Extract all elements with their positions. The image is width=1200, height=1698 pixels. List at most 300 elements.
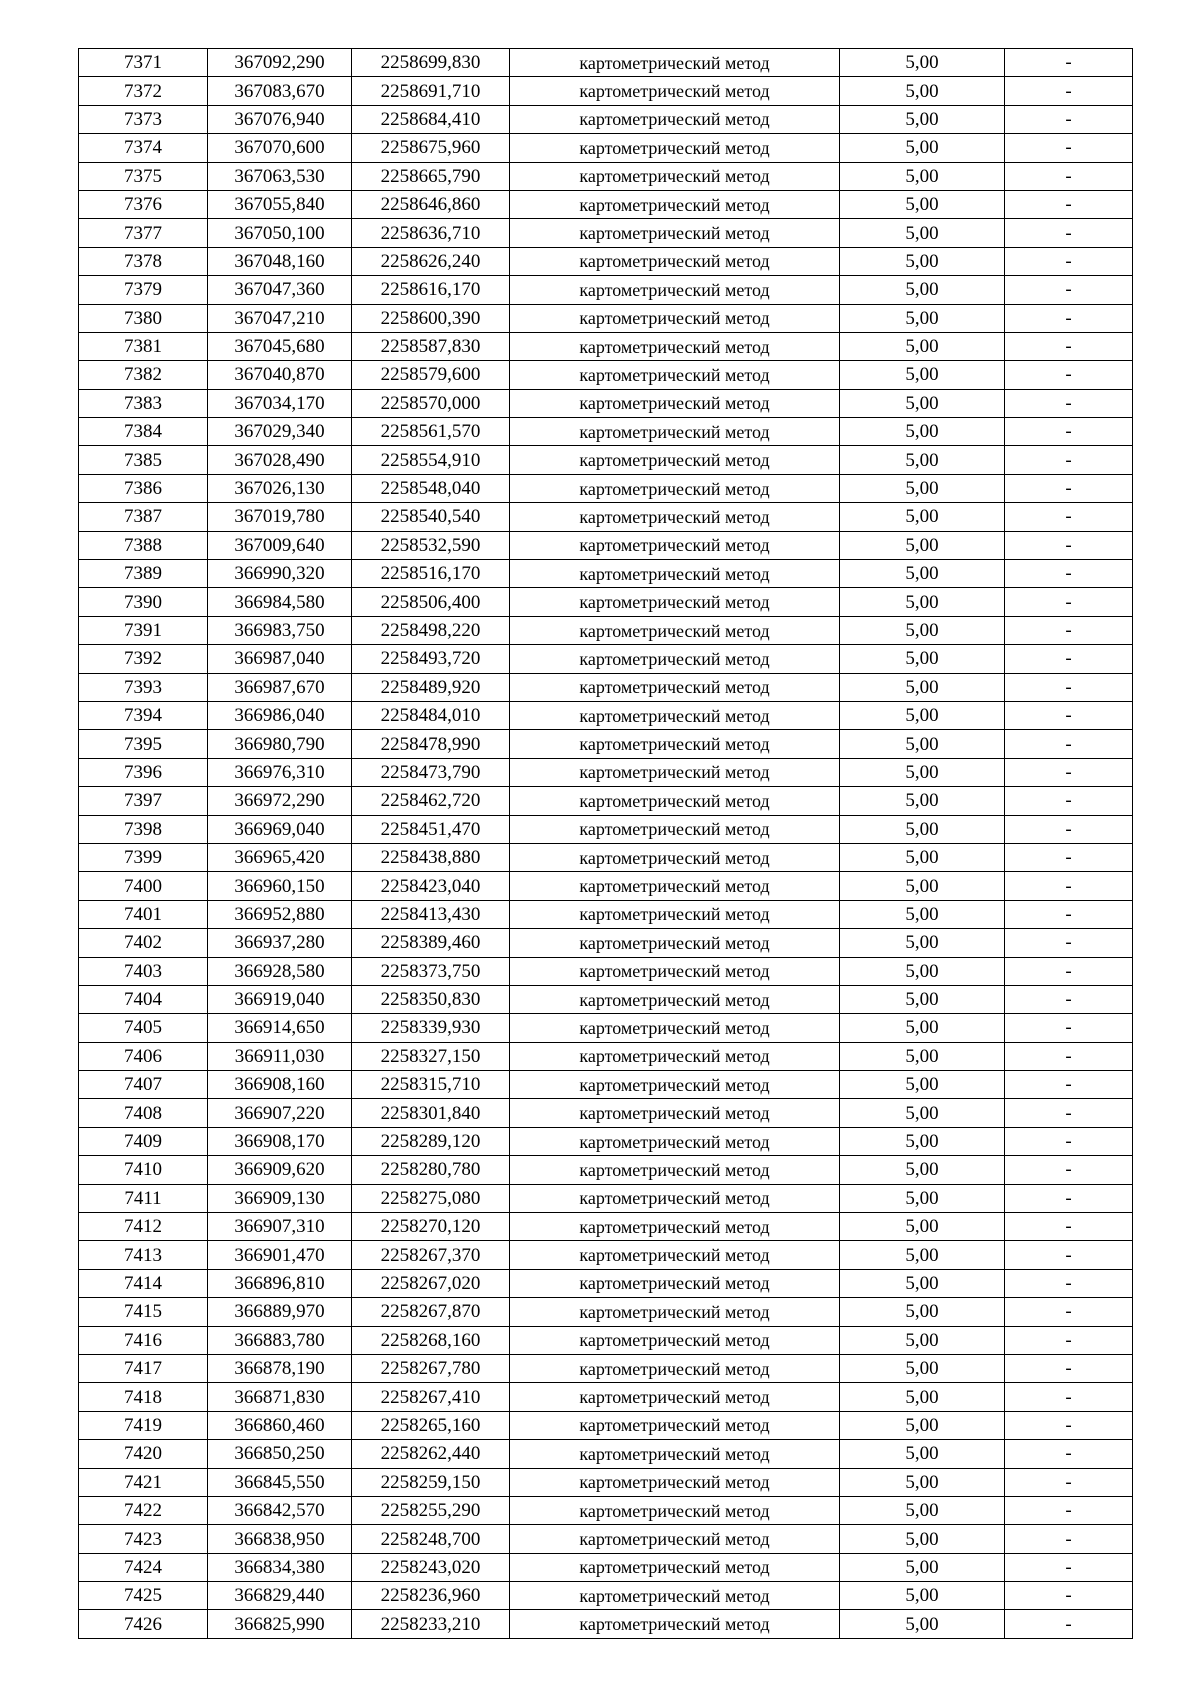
coordinates-table — [78, 48, 1133, 1639]
accuracy-cell: 5,00 — [840, 1553, 1005, 1581]
method-cell: картометрический метод — [510, 389, 840, 417]
method-cell: картометрический метод — [510, 1014, 840, 1042]
y-coordinate-cell: 2258373,750 — [352, 957, 510, 985]
note-cell: - — [1005, 1298, 1133, 1326]
accuracy-cell: 5,00 — [840, 815, 1005, 843]
method-cell: картометрический метод — [510, 418, 840, 446]
accuracy-cell: 5,00 — [840, 1184, 1005, 1212]
point-number-cell: 7393 — [79, 673, 208, 701]
note-cell: - — [1005, 1042, 1133, 1070]
point-number-cell: 7425 — [79, 1582, 208, 1610]
point-number-cell: 7397 — [79, 787, 208, 815]
table-row — [79, 1156, 1133, 1184]
note-cell: - — [1005, 105, 1133, 133]
x-coordinate-cell: 366907,220 — [208, 1099, 352, 1127]
note-cell: - — [1005, 1184, 1133, 1212]
method-cell: картометрический метод — [510, 1553, 840, 1581]
note-cell: - — [1005, 1213, 1133, 1241]
accuracy-cell: 5,00 — [840, 474, 1005, 502]
note-cell: - — [1005, 616, 1133, 644]
note-cell: - — [1005, 1241, 1133, 1269]
table-row — [79, 1241, 1133, 1269]
accuracy-cell: 5,00 — [840, 588, 1005, 616]
y-coordinate-cell: 2258438,880 — [352, 843, 510, 871]
x-coordinate-cell: 366860,460 — [208, 1411, 352, 1439]
note-cell: - — [1005, 332, 1133, 360]
table-row — [79, 49, 1133, 77]
point-number-cell: 7421 — [79, 1468, 208, 1496]
x-coordinate-cell: 367029,340 — [208, 418, 352, 446]
accuracy-cell: 5,00 — [840, 77, 1005, 105]
note-cell: - — [1005, 957, 1133, 985]
table-row — [79, 1610, 1133, 1638]
point-number-cell: 7407 — [79, 1071, 208, 1099]
accuracy-cell: 5,00 — [840, 446, 1005, 474]
note-cell: - — [1005, 49, 1133, 77]
x-coordinate-cell: 367028,490 — [208, 446, 352, 474]
point-number-cell: 7414 — [79, 1269, 208, 1297]
note-cell: - — [1005, 418, 1133, 446]
table-row — [79, 332, 1133, 360]
note-cell: - — [1005, 1525, 1133, 1553]
y-coordinate-cell: 2258350,830 — [352, 985, 510, 1013]
x-coordinate-cell: 366983,750 — [208, 616, 352, 644]
note-cell: - — [1005, 560, 1133, 588]
accuracy-cell: 5,00 — [840, 1014, 1005, 1042]
method-cell: картометрический метод — [510, 1496, 840, 1524]
point-number-cell: 7385 — [79, 446, 208, 474]
table-row — [79, 900, 1133, 928]
x-coordinate-cell: 366871,830 — [208, 1383, 352, 1411]
note-cell: - — [1005, 503, 1133, 531]
point-number-cell: 7376 — [79, 190, 208, 218]
accuracy-cell: 5,00 — [840, 900, 1005, 928]
point-number-cell: 7383 — [79, 389, 208, 417]
note-cell: - — [1005, 276, 1133, 304]
method-cell: картометрический метод — [510, 701, 840, 729]
point-number-cell: 7394 — [79, 701, 208, 729]
accuracy-cell: 5,00 — [840, 1610, 1005, 1638]
y-coordinate-cell: 2258587,830 — [352, 332, 510, 360]
method-cell: картометрический метод — [510, 474, 840, 502]
y-coordinate-cell: 2258691,710 — [352, 77, 510, 105]
y-coordinate-cell: 2258267,370 — [352, 1241, 510, 1269]
y-coordinate-cell: 2258516,170 — [352, 560, 510, 588]
accuracy-cell: 5,00 — [840, 162, 1005, 190]
x-coordinate-cell: 366952,880 — [208, 900, 352, 928]
point-number-cell: 7424 — [79, 1553, 208, 1581]
x-coordinate-cell: 366834,380 — [208, 1553, 352, 1581]
accuracy-cell: 5,00 — [840, 49, 1005, 77]
point-number-cell: 7405 — [79, 1014, 208, 1042]
x-coordinate-cell: 366937,280 — [208, 929, 352, 957]
accuracy-cell: 5,00 — [840, 787, 1005, 815]
x-coordinate-cell: 366829,440 — [208, 1582, 352, 1610]
x-coordinate-cell: 367083,670 — [208, 77, 352, 105]
y-coordinate-cell: 2258646,860 — [352, 190, 510, 218]
method-cell: картометрический метод — [510, 276, 840, 304]
x-coordinate-cell: 367040,870 — [208, 361, 352, 389]
table-row — [79, 105, 1133, 133]
method-cell: картометрический метод — [510, 49, 840, 77]
method-cell: картометрический метод — [510, 1213, 840, 1241]
accuracy-cell: 5,00 — [840, 134, 1005, 162]
x-coordinate-cell: 366914,650 — [208, 1014, 352, 1042]
method-cell: картометрический метод — [510, 1440, 840, 1468]
point-number-cell: 7380 — [79, 304, 208, 332]
table-row — [79, 929, 1133, 957]
note-cell: - — [1005, 929, 1133, 957]
table-row — [79, 1468, 1133, 1496]
x-coordinate-cell: 366987,670 — [208, 673, 352, 701]
method-cell: картометрический метод — [510, 162, 840, 190]
x-coordinate-cell: 366972,290 — [208, 787, 352, 815]
table-row — [79, 190, 1133, 218]
method-cell: картометрический метод — [510, 985, 840, 1013]
table-row — [79, 1127, 1133, 1155]
point-number-cell: 7411 — [79, 1184, 208, 1212]
method-cell: картометрический метод — [510, 1241, 840, 1269]
method-cell: картометрический метод — [510, 1610, 840, 1638]
note-cell: - — [1005, 77, 1133, 105]
point-number-cell: 7417 — [79, 1354, 208, 1382]
note-cell: - — [1005, 985, 1133, 1013]
note-cell: - — [1005, 730, 1133, 758]
accuracy-cell: 5,00 — [840, 1071, 1005, 1099]
accuracy-cell: 5,00 — [840, 418, 1005, 446]
point-number-cell: 7408 — [79, 1099, 208, 1127]
x-coordinate-cell: 367048,160 — [208, 247, 352, 275]
y-coordinate-cell: 2258267,410 — [352, 1383, 510, 1411]
point-number-cell: 7402 — [79, 929, 208, 957]
accuracy-cell: 5,00 — [840, 843, 1005, 871]
method-cell: картометрический метод — [510, 1411, 840, 1439]
table-row — [79, 418, 1133, 446]
table-row — [79, 1582, 1133, 1610]
accuracy-cell: 5,00 — [840, 929, 1005, 957]
accuracy-cell: 5,00 — [840, 1326, 1005, 1354]
note-cell: - — [1005, 361, 1133, 389]
method-cell: картометрический метод — [510, 1383, 840, 1411]
table-row — [79, 957, 1133, 985]
table-row — [79, 872, 1133, 900]
table-row — [79, 1099, 1133, 1127]
point-number-cell: 7422 — [79, 1496, 208, 1524]
accuracy-cell: 5,00 — [840, 304, 1005, 332]
point-number-cell: 7390 — [79, 588, 208, 616]
point-number-cell: 7386 — [79, 474, 208, 502]
accuracy-cell: 5,00 — [840, 1440, 1005, 1468]
method-cell: картометрический метод — [510, 1127, 840, 1155]
point-number-cell: 7389 — [79, 560, 208, 588]
point-number-cell: 7373 — [79, 105, 208, 133]
note-cell: - — [1005, 304, 1133, 332]
point-number-cell: 7412 — [79, 1213, 208, 1241]
x-coordinate-cell: 366825,990 — [208, 1610, 352, 1638]
method-cell: картометрический метод — [510, 616, 840, 644]
x-coordinate-cell: 366976,310 — [208, 758, 352, 786]
point-number-cell: 7395 — [79, 730, 208, 758]
table-row — [79, 1071, 1133, 1099]
note-cell: - — [1005, 673, 1133, 701]
x-coordinate-cell: 367092,290 — [208, 49, 352, 77]
table-row — [79, 1496, 1133, 1524]
note-cell: - — [1005, 1383, 1133, 1411]
y-coordinate-cell: 2258699,830 — [352, 49, 510, 77]
point-number-cell: 7377 — [79, 219, 208, 247]
x-coordinate-cell: 366909,620 — [208, 1156, 352, 1184]
table-row — [79, 758, 1133, 786]
accuracy-cell: 5,00 — [840, 1156, 1005, 1184]
y-coordinate-cell: 2258561,570 — [352, 418, 510, 446]
table-row — [79, 1525, 1133, 1553]
accuracy-cell: 5,00 — [840, 332, 1005, 360]
x-coordinate-cell: 366889,970 — [208, 1298, 352, 1326]
accuracy-cell: 5,00 — [840, 1525, 1005, 1553]
note-cell: - — [1005, 446, 1133, 474]
note-cell: - — [1005, 588, 1133, 616]
y-coordinate-cell: 2258506,400 — [352, 588, 510, 616]
point-number-cell: 7401 — [79, 900, 208, 928]
x-coordinate-cell: 366850,250 — [208, 1440, 352, 1468]
table-row — [79, 843, 1133, 871]
accuracy-cell: 5,00 — [840, 1411, 1005, 1439]
note-cell: - — [1005, 162, 1133, 190]
table-row — [79, 701, 1133, 729]
note-cell: - — [1005, 1269, 1133, 1297]
note-cell: - — [1005, 701, 1133, 729]
x-coordinate-cell: 367047,360 — [208, 276, 352, 304]
x-coordinate-cell: 367076,940 — [208, 105, 352, 133]
accuracy-cell: 5,00 — [840, 616, 1005, 644]
y-coordinate-cell: 2258548,040 — [352, 474, 510, 502]
x-coordinate-cell: 366907,310 — [208, 1213, 352, 1241]
y-coordinate-cell: 2258462,720 — [352, 787, 510, 815]
method-cell: картометрический метод — [510, 1184, 840, 1212]
accuracy-cell: 5,00 — [840, 560, 1005, 588]
y-coordinate-cell: 2258616,170 — [352, 276, 510, 304]
y-coordinate-cell: 2258484,010 — [352, 701, 510, 729]
note-cell: - — [1005, 815, 1133, 843]
table-row — [79, 1553, 1133, 1581]
table-row — [79, 1213, 1133, 1241]
table-row — [79, 389, 1133, 417]
method-cell: картометрический метод — [510, 588, 840, 616]
table-row — [79, 1269, 1133, 1297]
table-row — [79, 616, 1133, 644]
y-coordinate-cell: 2258554,910 — [352, 446, 510, 474]
method-cell: картометрический метод — [510, 332, 840, 360]
method-cell: картометрический метод — [510, 446, 840, 474]
point-number-cell: 7419 — [79, 1411, 208, 1439]
note-cell: - — [1005, 219, 1133, 247]
x-coordinate-cell: 366965,420 — [208, 843, 352, 871]
y-coordinate-cell: 2258579,600 — [352, 361, 510, 389]
note-cell: - — [1005, 190, 1133, 218]
x-coordinate-cell: 367019,780 — [208, 503, 352, 531]
table-row — [79, 1354, 1133, 1382]
point-number-cell: 7387 — [79, 503, 208, 531]
method-cell: картометрический метод — [510, 900, 840, 928]
point-number-cell: 7400 — [79, 872, 208, 900]
y-coordinate-cell: 2258265,160 — [352, 1411, 510, 1439]
x-coordinate-cell: 366908,170 — [208, 1127, 352, 1155]
note-cell: - — [1005, 843, 1133, 871]
y-coordinate-cell: 2258289,120 — [352, 1127, 510, 1155]
method-cell: картометрический метод — [510, 1269, 840, 1297]
x-coordinate-cell: 366919,040 — [208, 985, 352, 1013]
point-number-cell: 7410 — [79, 1156, 208, 1184]
method-cell: картометрический метод — [510, 730, 840, 758]
accuracy-cell: 5,00 — [840, 673, 1005, 701]
table-row — [79, 673, 1133, 701]
table-row — [79, 219, 1133, 247]
y-coordinate-cell: 2258259,150 — [352, 1468, 510, 1496]
method-cell: картометрический метод — [510, 645, 840, 673]
method-cell: картометрический метод — [510, 673, 840, 701]
note-cell: - — [1005, 389, 1133, 417]
accuracy-cell: 5,00 — [840, 276, 1005, 304]
y-coordinate-cell: 2258262,440 — [352, 1440, 510, 1468]
table-row — [79, 1184, 1133, 1212]
accuracy-cell: 5,00 — [840, 503, 1005, 531]
point-number-cell: 7398 — [79, 815, 208, 843]
point-number-cell: 7406 — [79, 1042, 208, 1070]
x-coordinate-cell: 367050,100 — [208, 219, 352, 247]
x-coordinate-cell: 366896,810 — [208, 1269, 352, 1297]
point-number-cell: 7392 — [79, 645, 208, 673]
method-cell: картометрический метод — [510, 1156, 840, 1184]
accuracy-cell: 5,00 — [840, 645, 1005, 673]
y-coordinate-cell: 2258478,990 — [352, 730, 510, 758]
note-cell: - — [1005, 1496, 1133, 1524]
method-cell: картометрический метод — [510, 1582, 840, 1610]
method-cell: картометрический метод — [510, 1468, 840, 1496]
accuracy-cell: 5,00 — [840, 361, 1005, 389]
accuracy-cell: 5,00 — [840, 1496, 1005, 1524]
y-coordinate-cell: 2258248,700 — [352, 1525, 510, 1553]
note-cell: - — [1005, 247, 1133, 275]
point-number-cell: 7378 — [79, 247, 208, 275]
y-coordinate-cell: 2258270,120 — [352, 1213, 510, 1241]
x-coordinate-cell: 367026,130 — [208, 474, 352, 502]
table-row — [79, 531, 1133, 559]
method-cell: картометрический метод — [510, 1326, 840, 1354]
point-number-cell: 7374 — [79, 134, 208, 162]
x-coordinate-cell: 367045,680 — [208, 332, 352, 360]
accuracy-cell: 5,00 — [840, 1298, 1005, 1326]
x-coordinate-cell: 366960,150 — [208, 872, 352, 900]
method-cell: картометрический метод — [510, 219, 840, 247]
y-coordinate-cell: 2258600,390 — [352, 304, 510, 332]
x-coordinate-cell: 367070,600 — [208, 134, 352, 162]
y-coordinate-cell: 2258389,460 — [352, 929, 510, 957]
accuracy-cell: 5,00 — [840, 730, 1005, 758]
method-cell: картометрический метод — [510, 531, 840, 559]
note-cell: - — [1005, 1411, 1133, 1439]
y-coordinate-cell: 2258275,080 — [352, 1184, 510, 1212]
method-cell: картометрический метод — [510, 1099, 840, 1127]
y-coordinate-cell: 2258570,000 — [352, 389, 510, 417]
table-row — [79, 1298, 1133, 1326]
x-coordinate-cell: 366990,320 — [208, 560, 352, 588]
method-cell: картометрический метод — [510, 304, 840, 332]
table-row — [79, 247, 1133, 275]
table-row — [79, 730, 1133, 758]
y-coordinate-cell: 2258532,590 — [352, 531, 510, 559]
y-coordinate-cell: 2258339,930 — [352, 1014, 510, 1042]
accuracy-cell: 5,00 — [840, 247, 1005, 275]
table-row — [79, 787, 1133, 815]
x-coordinate-cell: 366842,570 — [208, 1496, 352, 1524]
x-coordinate-cell: 366969,040 — [208, 815, 352, 843]
accuracy-cell: 5,00 — [840, 957, 1005, 985]
y-coordinate-cell: 2258280,780 — [352, 1156, 510, 1184]
x-coordinate-cell: 367055,840 — [208, 190, 352, 218]
x-coordinate-cell: 366909,130 — [208, 1184, 352, 1212]
point-number-cell: 7381 — [79, 332, 208, 360]
y-coordinate-cell: 2258423,040 — [352, 872, 510, 900]
accuracy-cell: 5,00 — [840, 219, 1005, 247]
x-coordinate-cell: 366911,030 — [208, 1042, 352, 1070]
x-coordinate-cell: 366987,040 — [208, 645, 352, 673]
y-coordinate-cell: 2258684,410 — [352, 105, 510, 133]
accuracy-cell: 5,00 — [840, 389, 1005, 417]
method-cell: картометрический метод — [510, 77, 840, 105]
method-cell: картометрический метод — [510, 247, 840, 275]
accuracy-cell: 5,00 — [840, 105, 1005, 133]
table-row — [79, 985, 1133, 1013]
method-cell: картометрический метод — [510, 872, 840, 900]
y-coordinate-cell: 2258451,470 — [352, 815, 510, 843]
note-cell: - — [1005, 645, 1133, 673]
accuracy-cell: 5,00 — [840, 985, 1005, 1013]
y-coordinate-cell: 2258255,290 — [352, 1496, 510, 1524]
point-number-cell: 7416 — [79, 1326, 208, 1354]
x-coordinate-cell: 366908,160 — [208, 1071, 352, 1099]
table-row — [79, 1383, 1133, 1411]
table-row — [79, 162, 1133, 190]
table-row — [79, 1014, 1133, 1042]
y-coordinate-cell: 2258267,780 — [352, 1354, 510, 1382]
note-cell: - — [1005, 1440, 1133, 1468]
y-coordinate-cell: 2258489,920 — [352, 673, 510, 701]
method-cell: картометрический метод — [510, 503, 840, 531]
method-cell: картометрический метод — [510, 758, 840, 786]
note-cell: - — [1005, 531, 1133, 559]
y-coordinate-cell: 2258233,210 — [352, 1610, 510, 1638]
point-number-cell: 7409 — [79, 1127, 208, 1155]
note-cell: - — [1005, 1553, 1133, 1581]
accuracy-cell: 5,00 — [840, 1127, 1005, 1155]
x-coordinate-cell: 367063,530 — [208, 162, 352, 190]
x-coordinate-cell: 366883,780 — [208, 1326, 352, 1354]
y-coordinate-cell: 2258327,150 — [352, 1042, 510, 1070]
accuracy-cell: 5,00 — [840, 1241, 1005, 1269]
y-coordinate-cell: 2258267,870 — [352, 1298, 510, 1326]
y-coordinate-cell: 2258267,020 — [352, 1269, 510, 1297]
point-number-cell: 7371 — [79, 49, 208, 77]
x-coordinate-cell: 366878,190 — [208, 1354, 352, 1382]
method-cell: картометрический метод — [510, 1298, 840, 1326]
table-row — [79, 77, 1133, 105]
point-number-cell: 7391 — [79, 616, 208, 644]
method-cell: картометрический метод — [510, 843, 840, 871]
point-number-cell: 7375 — [79, 162, 208, 190]
x-coordinate-cell: 366838,950 — [208, 1525, 352, 1553]
point-number-cell: 7384 — [79, 418, 208, 446]
x-coordinate-cell: 366984,580 — [208, 588, 352, 616]
